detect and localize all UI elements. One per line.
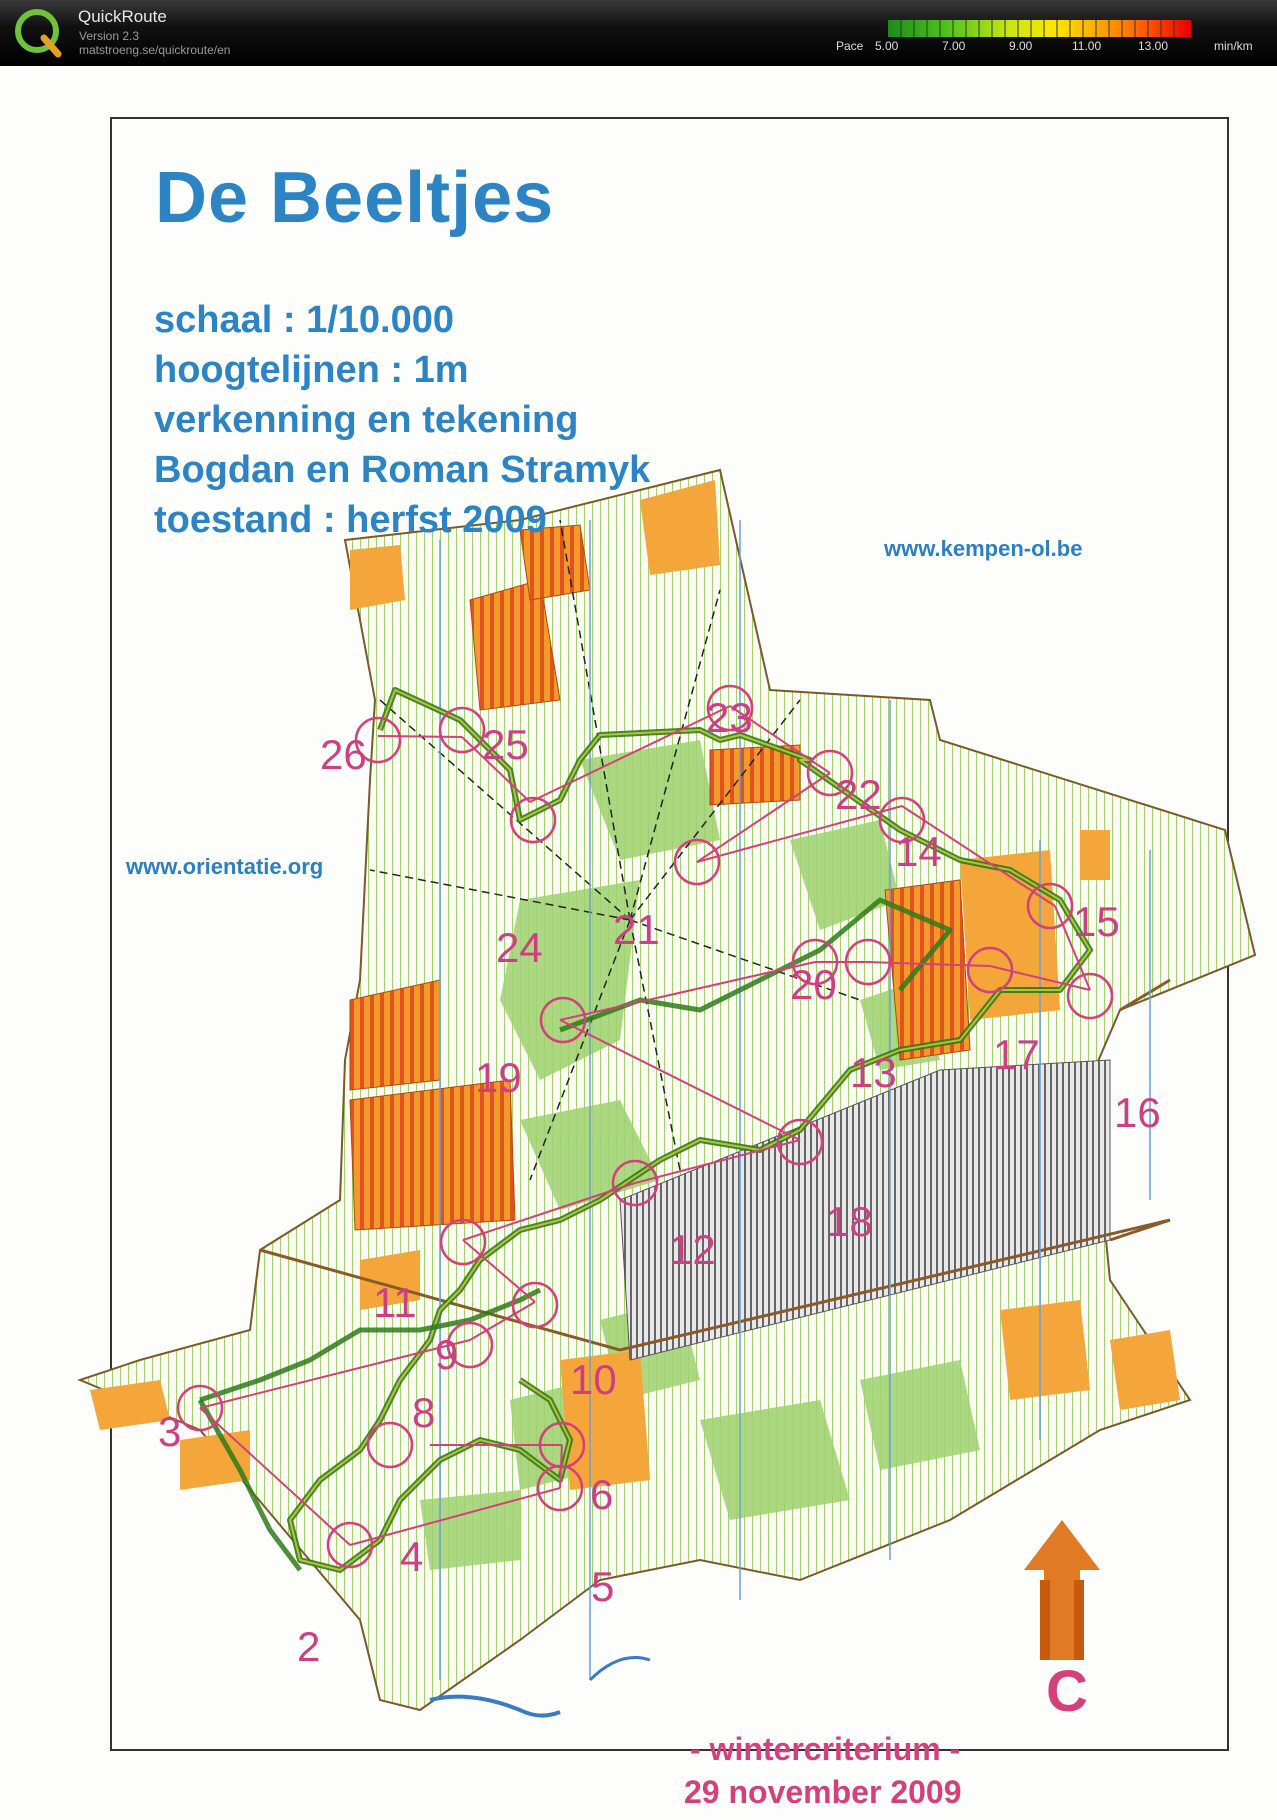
- control-number: 12: [669, 1226, 716, 1273]
- course-letter: C: [1046, 1659, 1088, 1724]
- pace-tick: 5.00: [875, 39, 899, 53]
- control-number: 10: [570, 1356, 617, 1403]
- event-name: - wintercriterium -: [690, 1731, 961, 1767]
- pace-tick: 9.00: [1009, 39, 1033, 53]
- control-number: 15: [1073, 898, 1120, 945]
- pace-tick: 11.00: [1072, 39, 1102, 53]
- pace-gradient-bar: [888, 20, 1191, 37]
- event-date: 29 november 2009: [684, 1774, 962, 1810]
- control-number: 17: [993, 1031, 1040, 1078]
- control-number: 25: [482, 721, 529, 768]
- control-number: 2: [297, 1623, 321, 1670]
- control-number: 11: [373, 1279, 417, 1326]
- map-survey: verkenning en tekening: [154, 399, 579, 441]
- control-number: 24: [496, 924, 543, 971]
- control-number: 3: [158, 1408, 182, 1455]
- map-contours: hoogtelijnen : 1m: [154, 349, 469, 391]
- map-status: toestand : herfst 2009: [154, 499, 547, 541]
- control-number: 14: [895, 828, 942, 875]
- pace-tick: 7.00: [942, 39, 966, 53]
- app-toolbar: [0, 0, 1277, 66]
- control-number: 4: [400, 1533, 424, 1580]
- app-url: matstroeng.se/quickroute/en: [79, 43, 231, 57]
- control-number: 13: [850, 1049, 897, 1096]
- control-number: 23: [706, 694, 753, 741]
- control-number: 20: [790, 961, 837, 1008]
- map-scale: schaal : 1/10.000: [154, 299, 454, 341]
- control-number: 21: [613, 906, 660, 953]
- control-number: 22: [835, 771, 882, 818]
- control-number: 16: [1114, 1089, 1161, 1136]
- control-number: 19: [475, 1054, 522, 1101]
- pace-label: Pace: [836, 39, 864, 53]
- map-authors: Bogdan en Roman Stramyk: [154, 449, 651, 491]
- control-number: 26: [320, 731, 367, 778]
- app-name: QuickRoute: [78, 7, 167, 26]
- pace-unit: min/km: [1214, 39, 1253, 53]
- control-number: 5: [591, 1563, 615, 1610]
- website-right: www.kempen-ol.be: [884, 536, 1083, 561]
- pace-tick: 13.00: [1138, 39, 1169, 53]
- map-title: De Beeltjes: [155, 158, 555, 238]
- website-left: www.orientatie.org: [126, 854, 324, 879]
- control-number: 18: [826, 1198, 873, 1245]
- app-version: Version 2.3: [79, 29, 140, 43]
- quickroute-logo-icon: [14, 6, 64, 58]
- control-number: 6: [590, 1471, 614, 1518]
- control-number: 9: [435, 1331, 459, 1378]
- control-number: 8: [412, 1389, 436, 1436]
- orienteering-map[interactable]: [0, 66, 1277, 1820]
